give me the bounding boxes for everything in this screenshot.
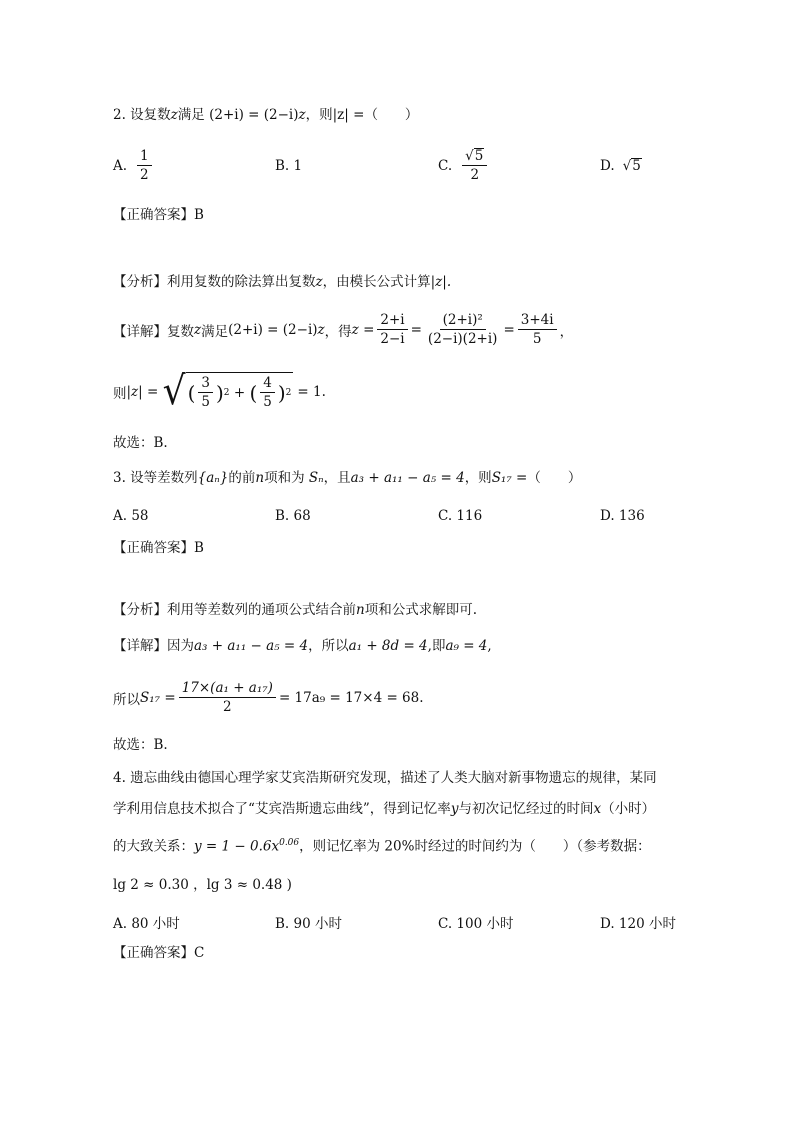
q4-reference-data: lg 2 ≈ 0.30 ，lg 3 ≈ 0.48 ) [113,877,292,893]
q2-blank: （ ） [364,107,419,123]
q3-conclusion: 故选：B. [113,737,168,753]
q3-stem-text-c: 项和为 [264,470,305,486]
q2-detail-text-b: 满足 [201,323,229,340]
q2-option-d [600,158,642,174]
q2-detail-text-a: 复数 [167,323,194,340]
q2-detail-tag: 【详解】 [113,323,167,340]
q2-option-b [275,158,302,174]
q3-sum-line [113,680,424,715]
q4-line3-text-a: 的大致关系： [113,838,194,855]
q3-analysis-n: n [356,602,365,618]
q3-detail-text-d: , [487,638,492,654]
q2-detail-z-2: z [317,321,325,338]
q3-detail-d1: a₁ + 8d = 4 [348,638,428,654]
q3-condition: a₃ + a₁₁ − a₅ = 4 [350,470,465,486]
q4-line1: 4. 遗忘曲线由德国心理学家艾宾浩斯研究发现，描述了人类大脑对新事物遗忘的规律，某同 [113,770,657,786]
q2-detail-frac2 [425,312,501,347]
q2-detail-text-c: ，得 [324,323,352,340]
q2-option-a [113,148,155,183]
q2-answer: 【正确答案】B [113,207,204,223]
q2-analysis-text-b: ，由模长公式计算 [322,274,431,290]
q2-option-d-label: D. [600,158,615,174]
q2-modulus-line: 则 |z| = √ ( $\frac{3}{5}$ ) 2 + ( $\frac{4}{5}$ ) 2 = 1. [113,368,326,414]
q3-detail-text-a: 因为 [167,638,194,654]
q3-analysis-text-b: 项和公式求解即可. [364,602,477,618]
q2-detail-frac1-num: 2+i [377,312,407,330]
q4-var-x: x [593,801,602,817]
q2-var-z: z [170,107,178,123]
q3-sum-frac-num: 17×(a₁ + a₁₇) [179,680,276,698]
q3-blank: （ ） [527,470,582,486]
q4-line3-text-b: ，则记忆率为 20%时经过的时间约为（ ）（参考数据： [299,838,651,855]
q3-option-c: C. 116 [438,508,483,524]
q2-stem-text-b: 满足 [177,107,205,123]
q2-result: = 1. [297,384,326,400]
q2-stem-text-a: 2. 设复数 [113,107,171,123]
q3-stem-text-e: ，则 [464,470,492,486]
q4-formula: y = 1 − 0.6x [194,838,280,855]
q4-line3 [113,833,651,857]
q2-root-frac1-num: 3 [198,375,213,393]
q2-detail-frac3-den: 5 [532,331,542,347]
q3-sn: Sₙ [308,470,324,486]
q2-analysis-z: z [315,274,323,290]
q3-sum-frac [179,680,276,715]
q4-line2-text-c: （小时） [601,801,656,817]
q2-option-c-fraction [462,148,487,183]
q4-option-d: D. 120 小时 [600,916,676,932]
q2-root-frac2 [260,375,275,410]
q2-detail-z: z [194,321,202,338]
q3-analysis [113,600,477,620]
q3-stem-text-d: ，且 [323,470,351,486]
q3-answer: 【正确答案】B [113,540,204,556]
q4-line2-text-b: 与初次记忆经过的时间 [458,801,594,817]
q3-detail-text-c: ,即 [427,638,446,654]
q2-stem [113,105,418,125]
q4-option-b: B. 90 小时 [275,916,342,932]
q3-sum-frac-den: 2 [223,699,232,715]
q3-option-d: D. 136 [600,508,645,524]
q3-analysis-text-a: 利用等差数列的通项公式结合前 [167,602,356,618]
q2-root-frac2-den: 5 [263,394,272,410]
q3-sum-rest: = 17a₉ = 17×4 = 68. [278,689,424,706]
q2-detail-equation: (2+i) = (2−i) [228,321,318,338]
q3-detail-condition: a₃ + a₁₁ − a₅ = 4 [194,638,309,654]
q2-option-a-num: 1 [137,148,152,166]
q2-root-frac1 [198,375,213,410]
q2-option-c-radicand: 5 [474,148,484,164]
q3-detail-tag: 【详解】 [113,638,167,654]
q2-option-a-den: 2 [140,167,149,183]
q2-option-c-den: 2 [470,167,480,183]
q3-seq: {aₙ} [197,470,229,486]
q3-so: 所以 [113,691,140,708]
q2-stem-text-c: ，则 [305,107,333,123]
q4-option-c: C. 100 小时 [438,916,514,932]
q2-option-d-radicand: 5 [632,158,641,174]
q3-stem-text-a: 3. 设等差数列 [113,470,198,486]
q2-analysis-text-a: 利用复数的除法算出复数 [167,274,316,290]
q2-detail-frac2-den: (2−i)(2+i) [427,331,498,347]
q4-var-y: y [450,801,459,817]
q2-detail-frac3 [518,312,557,347]
q3-s17-lhs: S₁₇ = [140,689,176,706]
q2-option-a-fraction [137,148,152,183]
q2-detail-frac2-num: (2+i)² [440,312,486,330]
q3-analysis-tag: 【分析】 [113,602,167,618]
q2-equation: (2+i) = (2−i) [209,107,299,123]
q3-n: n [255,470,265,486]
q3-stem-text-b: 的前 [228,470,256,486]
q2-analysis [113,272,451,292]
q3-stem [113,468,581,488]
q2-option-a-label: A. [113,157,128,174]
q2-option-b-text: B. 1 [275,158,303,174]
q2-option-d-sqrt: √ 5 [622,158,641,174]
q2-root-frac2-num: 4 [260,375,275,393]
q2-detail-frac3-num: 3+4i [518,312,557,330]
q4-answer: 【正确答案】C [113,945,205,961]
q3-detail [113,636,492,656]
q2-then: 则 [113,386,127,402]
q2-analysis-abs: |z|. [430,274,452,290]
q3-s17: S₁₇ = [491,470,528,486]
q2-detail: 【详解】 复数 z 满足 (2+i) = (2−i) z ，得 z = $\frac{2+i}{2-i}$ = $\frac{\text{(2+i)²}}{(2-i)(2+i)}$ = $\frac{3+4i}{5}$ ， [113,312,574,347]
q2-analysis-tag: 【分析】 [113,274,167,290]
q3-detail-d2: a₉ = 4 [445,638,488,654]
q2-root: √ ( $\frac{3}{5}$ ) 2 + ( $\frac{4}{5}$ ) 2 [162,368,292,414]
q2-var-z-2: z [298,107,306,123]
q4-exponent: 0.06 [279,838,300,848]
q4-option-a: A. 80 小时 [113,916,180,932]
q2-detail-frac1-den: 2−i [380,331,405,347]
q2-option-c-label: C. [438,157,453,174]
q2-detail-frac1 [377,312,407,347]
q3-detail-text-b: ，所以 [308,638,349,654]
q4-line2 [113,799,655,819]
q2-abs-z: |z| = [332,107,365,123]
q2-root-frac1-den: 5 [201,394,210,410]
q4-line2-text-a: 学利用信息技术拟合了“艾宾浩斯遗忘曲线”，得到记忆率 [113,801,451,817]
q2-conclusion: 故选：B. [113,435,168,451]
q3-option-a: A. 58 [113,508,149,524]
q2-option-c-num: √ 5 [462,148,487,166]
q2-option-c [438,148,490,183]
q3-option-b: B. 68 [275,508,311,524]
